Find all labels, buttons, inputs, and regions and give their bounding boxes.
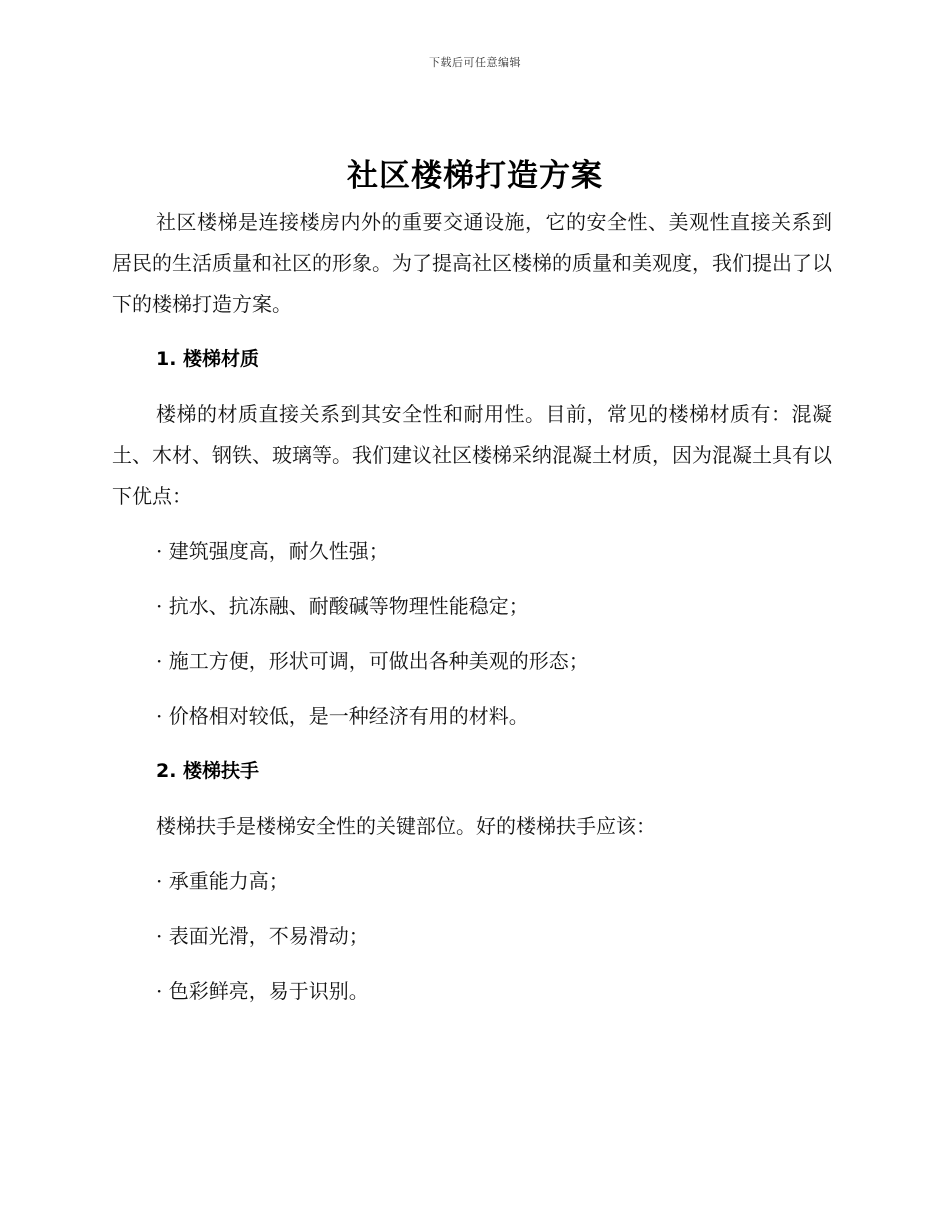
section-paragraph: 楼梯扶手是楼梯安全性的关键部位。好的楼梯扶手应该： xyxy=(156,814,656,838)
list-item: · 施工方便，形状可调，可做出各种美观的形态； xyxy=(156,649,589,673)
section-paragraph: 楼梯的材质直接关系到其安全性和耐用性。目前，常见的楼梯材质有：混凝土、木材、钢铁、玻璃等。我们建议社区楼梯采纳混凝土材质，因为混凝土具有以下优点： xyxy=(112,402,832,508)
section-heading: 2. 楼梯扶手 xyxy=(156,760,260,782)
list-item: · 表面光滑，不易滑动； xyxy=(156,924,369,948)
section-heading: 1. 楼梯材质 xyxy=(156,348,260,370)
page-title: 社区楼梯打造方案 xyxy=(347,158,603,194)
section-material xyxy=(112,339,832,737)
list-item: · 抗水、抗冻融、耐酸碱等物理性能稳定； xyxy=(156,594,529,618)
bullet-list xyxy=(112,531,832,737)
document-body xyxy=(112,202,832,1012)
list-item: · 承重能力高； xyxy=(156,869,289,893)
list-item: · 价格相对较低，是一种经济有用的材料。 xyxy=(156,704,529,728)
list-item: · 色彩鲜亮，易于识别。 xyxy=(156,979,369,1003)
section-handrail xyxy=(112,751,832,1012)
intro-paragraph: 社区楼梯是连接楼房内外的重要交通设施，它的安全性、美观性直接关系到居民的生活质量和社区的形象。为了提高社区楼梯的质量和美观度，我们提出了以下的楼梯打造方案。 xyxy=(112,210,832,316)
header-note: 下载后可任意编辑 xyxy=(429,56,521,69)
bullet-list xyxy=(112,861,832,1012)
list-item: · 建筑强度高，耐久性强； xyxy=(156,539,389,563)
